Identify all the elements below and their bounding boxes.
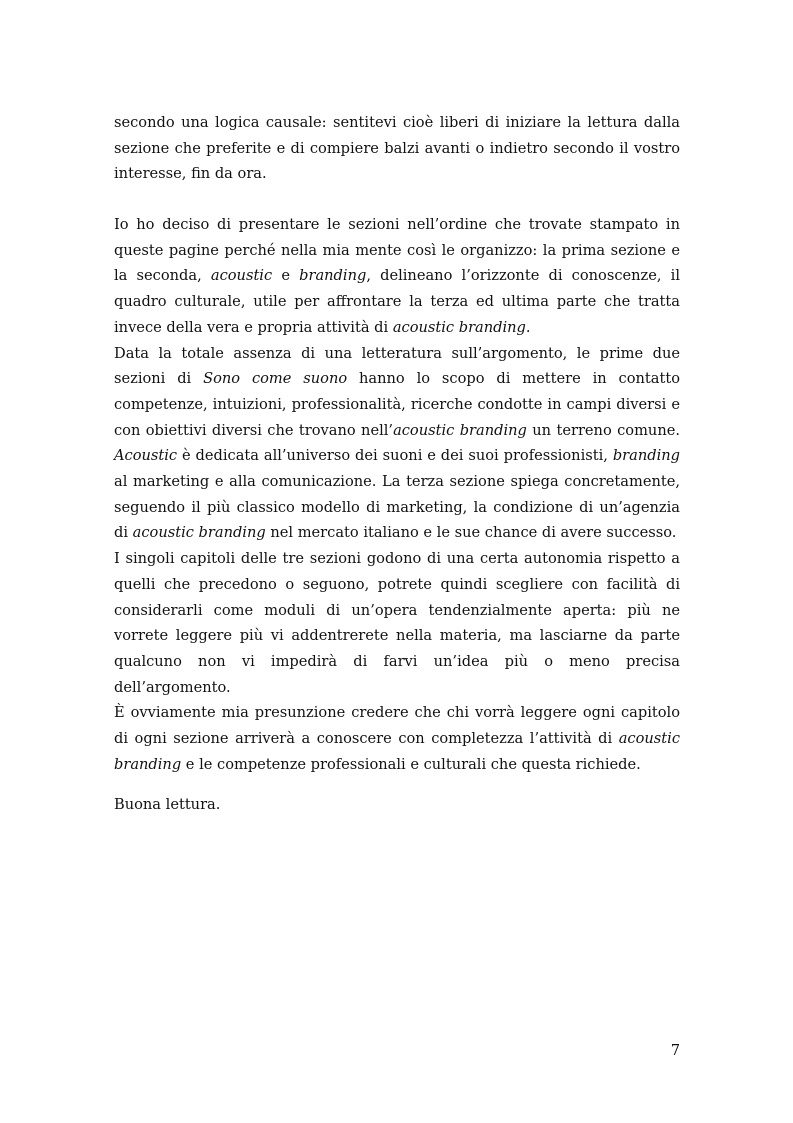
italic-term: Acoustic (114, 447, 178, 465)
text-run: è dedicata all’universo dei suoni e dei suoi professionisti, (177, 447, 613, 465)
italic-term: branding (299, 267, 367, 285)
text-run: Data la totale assenza di una letteratura sull’argomento, le prime due sezioni di (114, 344, 680, 388)
paragraph (114, 212, 680, 341)
text-run: hanno lo scopo di mettere in contatto competenze, intuizioni, professionalità, ricerche condotte in campi diversi e con obiettivi diversi che trovano nell’ (114, 370, 680, 439)
paragraph: Buona lettura. (114, 796, 221, 813)
text-run: Io ho deciso di presentare le sezioni nell’ordine che trovate stampato in queste pagine perché nella mia mente così le organizzo: la prima sezione e la seconda, (114, 216, 680, 285)
italic-term: acoustic branding (393, 421, 527, 439)
italic-term: branding (612, 447, 680, 465)
text-run: un terreno comune. (526, 421, 681, 439)
paragraph (114, 546, 680, 700)
text-block-main (114, 212, 680, 777)
text-run: . (525, 318, 531, 336)
text-run: al marketing e alla comunicazione. La terza sezione spiega concretamente, seguendo il più classico modello di marketing, la condizione di un’agenzia di (114, 473, 680, 542)
italic-term: acoustic branding (392, 318, 526, 336)
italic-term: acoustic (210, 267, 273, 285)
paragraph: secondo una logica causale: sentitevi cioè liberi di iniziare la lettura dalla sezione che preferite e di compiere balzi avanti o indietro secondo il vostro interesse, fin da ora. (114, 114, 680, 183)
italic-term: Sono come suono (203, 370, 348, 388)
text-block-intro (114, 110, 680, 187)
text-run: nel mercato italiano e le sue chance di avere successo. (265, 524, 677, 542)
italic-term: acoustic branding (114, 730, 680, 773)
paragraph (114, 700, 680, 777)
paragraph (114, 341, 680, 547)
italic-term: acoustic branding (132, 524, 266, 542)
text-run: e (272, 267, 300, 285)
text-run: , delineano l’orizzonte di conoscenze, il quadro culturale, utile per affrontare la terza ed ultima parte che tratta invece della vera e propria attività di (114, 267, 680, 336)
text-run: I singoli capitoli delle tre sezioni godono di una certa autonomia rispetto a quelli che precedono o seguono, potrete quindi scegliere con facilità di considerarli come moduli di un’opera tendenzialmente aperta: più ne vorrete leggere più vi addentrerete nella materia, ma lasciarne da parte qualcuno non vi impedirà di farvi un’idea più o meno precisa dell’argomento. (114, 550, 680, 696)
text-block-closing (114, 792, 680, 818)
text-run: e le competenze professionali e culturali che questa richiede. (181, 755, 641, 773)
text-run: È ovviamente mia presunzione credere che chi vorrà leggere ogni capitolo di ogni sezione arriverà a conoscere con completezza l’attività di (114, 704, 680, 748)
page-number: 7 (670, 1042, 680, 1059)
